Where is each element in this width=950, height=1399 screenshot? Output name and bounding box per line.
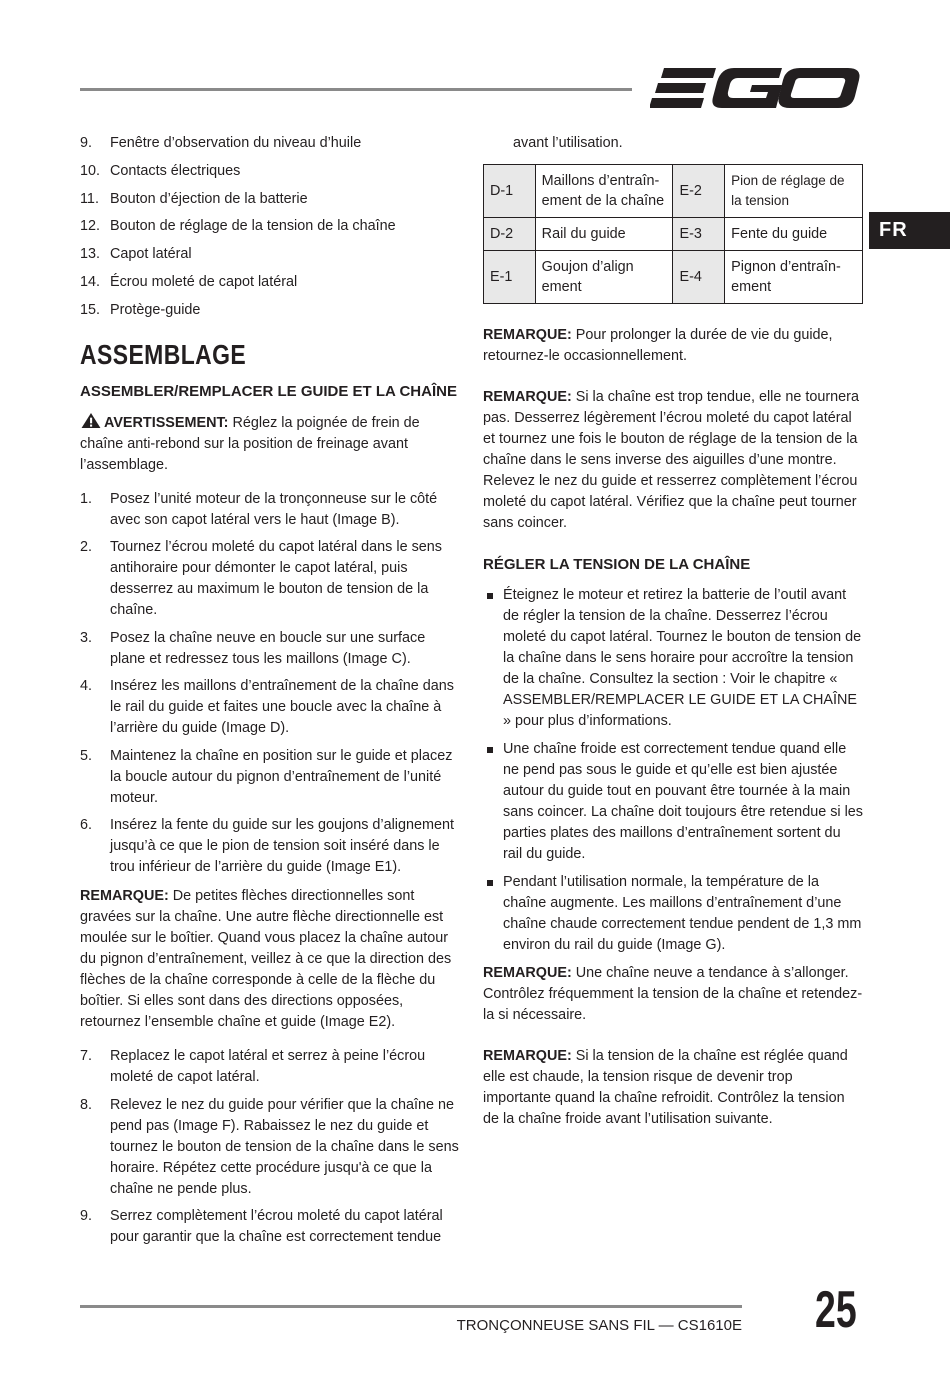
assembly-steps <box>80 489 462 879</box>
note-label: REMARQUE: <box>483 1048 572 1064</box>
language-tab[interactable]: FR <box>869 212 950 249</box>
list-item: 9. Fenêtre d’observation du niveau d’huile <box>80 135 362 151</box>
list-item: 10. Contacts électriques <box>80 162 241 179</box>
note-paragraph <box>483 325 863 367</box>
bullet-square-icon <box>483 739 503 865</box>
footer-rule <box>80 1305 742 1308</box>
note-paragraph <box>483 1046 863 1130</box>
warning-triangle-icon <box>80 412 102 429</box>
table-cell-value: Fente du guide <box>725 218 863 251</box>
table-row <box>484 251 863 304</box>
table-cell-key: E-4 <box>673 251 725 304</box>
table-cell-key: E-2 <box>673 165 725 218</box>
list-item: 13. Capot latéral <box>80 246 192 263</box>
parts-table <box>483 164 863 304</box>
table-cell-value: Pion de réglage de la tension <box>725 165 863 218</box>
step-item: 8. Relevez le nez du guide pour vérifier que la chaîne ne pend pas (Image F). Rabaissez le nez du guide et tournez le bouton de tension de la chaîne dans le sens horaire. Répétez cette procédure jusqu'à ce que la chaîne ne pende plus. <box>80 1096 459 1197</box>
footer-product-name: TRONÇONNEUSE SANS FIL — CS1610E <box>456 1317 742 1334</box>
note-paragraph <box>483 963 863 1026</box>
table-cell-key: E-3 <box>673 218 725 251</box>
step-continuation: avant l’utilisation. <box>513 135 623 151</box>
bullet-item: Une chaîne froide est correctement tendue quand elle ne pend pas sous le guide et qu’elle est bien ajustée autour du guide tout en pouvant être tournée à la main sans coincer. La chaîne doit toujours être retendue si les parties plates des maillons d’entraînement sortent du rail du guide. <box>483 739 863 865</box>
subsection-title: ASSEMBLER/REMPLACER LE GUIDE ET LA CHAÎNE <box>80 382 457 400</box>
table-cell-value: Goujon d’align ement <box>535 251 673 304</box>
warning-label: AVERTISSEMENT: <box>104 414 229 431</box>
step-item: 7. Replacez le capot latéral et serrez à peine l’écrou moleté de capot latéral. <box>80 1048 426 1086</box>
note-label: REMARQUE: <box>483 389 572 405</box>
note-text: De petites flèches directionnelles sont gravées sur la chaîne. Une autre flèche directionnelle est moulée sur le boîtier. Quand vous placez la chaîne autour du pignon d’entraînement, veillez à ce que la direction des flèches de la chaîne corresponde à celle de la flèche du boîtier. Si elles sont dans des directions opposées, retournez l’ensemble chaîne et guide (Image E2). <box>80 888 452 1031</box>
bullet-square-icon <box>483 872 503 956</box>
bullet-item: Pendant l’utilisation normale, la température de la chaîne augmente. Les maillons d’entraînement d’une chaîne chaude correctement tendue pendent de 1,3 mm environ du rail du guide (Image G). <box>483 872 863 956</box>
table-cell-value: Maillons d’entraîn-ement de la chaîne <box>535 165 673 218</box>
note-label: REMARQUE: <box>483 327 572 343</box>
note-paragraph <box>80 886 462 1033</box>
step-item: 5. Maintenez la chaîne en position sur le guide et placez la boucle autour du pignon d’entraînement de l’unité moteur. <box>80 747 453 806</box>
table-cell-key: D-1 <box>484 165 536 218</box>
step-item: 6. Insérez la fente du guide sur les goujons d’alignement jusqu’à ce que le pion de tension soit inséré dans le trou inférieur de l’arrière du guide (Image E1). <box>80 817 454 876</box>
header-rule <box>80 88 632 91</box>
section-title: ASSEMBLAGE <box>80 338 247 370</box>
list-item: 14. Écrou moleté de capot latéral <box>80 273 298 290</box>
warning-paragraph <box>80 412 462 476</box>
table-row <box>484 218 863 251</box>
table-cell-key: D-2 <box>484 218 536 251</box>
step-item: 1. Posez l’unité moteur de la tronçonneuse sur le côté avec son capot latéral vers le haut (Image B). <box>80 490 438 528</box>
note-paragraph <box>483 387 863 534</box>
table-row <box>484 165 863 218</box>
tension-bullets <box>483 585 863 956</box>
list-item: 11. Bouton d’éjection de la batterie <box>80 190 308 207</box>
step-item: 4. Insérez les maillons d’entraînement de la chaîne dans le rail du guide et faites une boucle avec la chaîne à l’arrière du guide (Image D). <box>80 678 454 737</box>
note-label: REMARQUE: <box>80 888 169 905</box>
note-label: REMARQUE: <box>483 965 572 981</box>
right-column <box>483 133 863 1143</box>
note-text: Si la tension de la chaîne est réglée quand elle est chaude, la tension risque de devenir trop importante quand la chaîne refroidit. Contrôlez la tension de la chaîne froide avant l’utilisation suivante. <box>483 1048 848 1127</box>
note-text: Une chaîne neuve a tendance à s’allonger. Contrôlez fréquemment la tension de la chaîne et retendez-la si nécessaire. <box>483 965 863 1023</box>
parts-list <box>80 133 462 321</box>
table-cell-value: Rail du guide <box>535 218 673 251</box>
step-item: 9. Serrez complètement l’écrou moleté du capot latéral pour garantir que la chaîne est correctement tendue <box>80 1208 443 1246</box>
ego-logo <box>650 64 862 112</box>
page-number: 25 <box>815 1281 857 1339</box>
subsection-title: RÉGLER LA TENSION DE LA CHAÎNE <box>483 556 751 573</box>
left-column <box>80 133 462 1255</box>
list-item: 12. Bouton de réglage de la tension de la chaîne <box>80 218 396 235</box>
table-cell-key: E-1 <box>484 251 536 304</box>
step-item: 3. Posez la chaîne neuve en boucle sur une surface plane et redressez tous les maillons (Image C). <box>80 629 426 667</box>
bullet-item: Éteignez le moteur et retirez la batterie de l’outil avant de régler la tension de la chaîne. Desserrez l’écrou moleté du capot latéral. Tournez le bouton de tension de la chaîne dans le sens horaire pour accroître la tension de la chaîne. Consultez la section : Voir le chapitre « ASSEMBLER/REMPLACER LE GUIDE ET LA CHAÎNE » pour plus d’informations. <box>483 585 863 732</box>
table-cell-value: Pignon d’entraîn-ement <box>725 251 863 304</box>
step-item: 2. Tournez l’écrou moleté du capot latéral dans le sens antihoraire pour démonter le capot latéral, puis desserrez au maximum le bouton de tension de la chaîne. <box>80 539 442 619</box>
warning-text: Réglez la poignée de frein de chaîne anti-rebond sur la position de freinage avant l’assemblage. <box>80 414 420 473</box>
bullet-square-icon <box>483 585 503 732</box>
assembly-steps-continued <box>80 1046 462 1248</box>
note-text: Si la chaîne est trop tendue, elle ne tournera pas. Desserrez légèrement l’écrou moleté du capot latéral et tournez une fois le bouton de réglage de la tension de la chaîne dans le sens inverse des aiguilles d’une montre. Relevez le nez du guide et resserrez complètement l’écrou moleté du capot latéral. Vérifiez que la chaîne peut tourner sans coincer. <box>483 389 859 531</box>
list-item: 15. Protège-guide <box>80 301 201 318</box>
note-text: Pour prolonger la durée de vie du guide, retournez-le occasionnellement. <box>483 327 833 364</box>
